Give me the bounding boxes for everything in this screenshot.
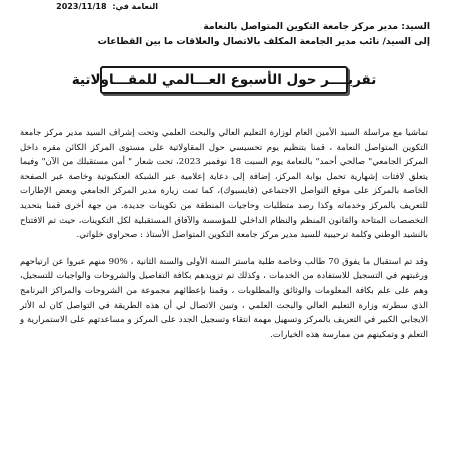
report-body [20, 126, 428, 342]
recipient-line: السيد: مدير مركز جامعة التكوين المتواصل بالنعامة [203, 21, 430, 32]
document-date [56, 2, 158, 11]
date-value: 2023/11/18 [56, 2, 107, 11]
report-title: تقريــــر حول الأسبوع العـــالمي للمقـــاولاتية [100, 66, 348, 94]
date-label: النعامة في: [112, 2, 158, 11]
body-paragraph: تماشيا مع مراسلة السيد الأمين العام لوزارة التعليم العالي والبحث العلمي وتحت إشراف السيد مدير مركز جامعة التكوين المتواصل النعامة ، قمنا بتنظيم يوم تحسيسي حول المقاولاتية على مستوى المركز الكائن مقره داخل المركز الجامعي" صالحي أحمد" بالنعامة يوم السبت 18 نوفمبر 2023، تحت شعار " أمن مستقبلك من الآن" وفيما يتعلق لافتات إشهارية تحمل بوابة المركز، إضافة إلى دعاية إعلامية عبر الشبكة العنكبوتية وخاصة عبر الصفحة الخاصة بالمركز على موقع التواصل الاجتماعي (فايسبوك)، كما تمت زيارة مدير المركز الجامعي وبعض الإطارات للتعريف بالمركز وخدماته وكذا رصد متطلبات وحاجيات المنطقة من تكوينات جديدة. من جهة أخرى قمنا بتحديد التخصصات المتاحة والقانون المنظم والنظام الداخلي للمؤسسة والآفاق المستقبلية لكل التكوينات، حيث تم الافتتاح بالنشيد الوطني وكلمة ترحيبية للسيد مدير مركز جامعة التكوين المتواصل الأستاذ : صحراوي خلواتي. [20, 128, 428, 241]
recipient-line: إلى السيد/ نائب مدير الجامعة المكلف بالاتصال والعلاقات ما بين القطاعات [97, 36, 430, 47]
recipients-block [18, 19, 430, 49]
body-paragraph: وقد تم استقبال ما يفوق 70 طالب وخاصة طلبة ماستر السنة الأولى والسنة الثانية ، %90 منهم عبروا عن ارتياحهم ورغبتهم في التسجيل للاستفادة من الخدمات ، وكذلك تم تزويدهم بكافة التفاصيل والشروحات والواجبات للتسجيل، وهم على علم بكافة المعلومات والوثائق والمطلوبات ، وقمنا بإعطائهم مجموعة من الشروحات والمراكز البرنامج الذي سطرته وزارة التعليم العالي والبحث العلمي ، وتبين الاتصال لي أن هذه الطريقة في التواصل كان له الأثر الايجابي الكبير في التعريف بالمركز وتسهيل مهمة انتقاء وتسجيل الجدد على المركز و مساعدتهم على الاستمرارية و التعلم و وتمكينهم من ممارسة هذه الخيارات. [20, 256, 429, 340]
